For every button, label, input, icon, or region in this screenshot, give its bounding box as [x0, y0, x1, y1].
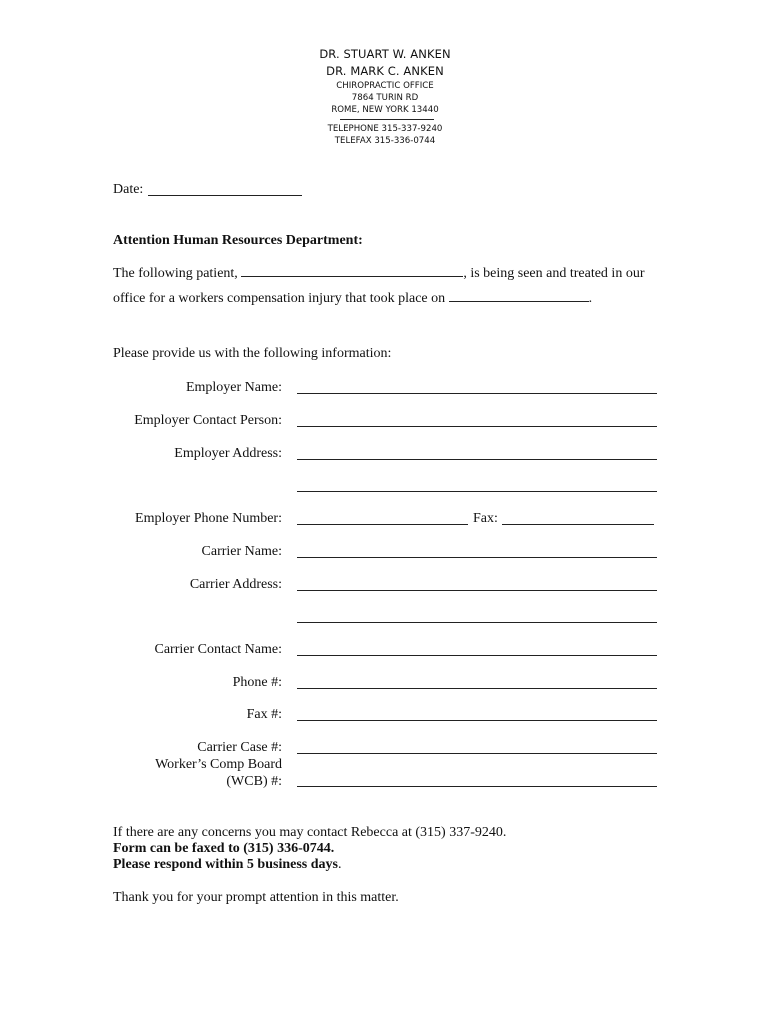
carrier-contact-field[interactable]	[297, 655, 657, 656]
respond-deadline: Please respond within 5 business days	[113, 857, 338, 872]
intro-text-injury: office for a workers compensation injury that took place on	[113, 291, 446, 306]
date-label: Date:	[113, 182, 144, 197]
attention-heading: Attention Human Resources Department:	[113, 233, 363, 248]
employer-address-field-2[interactable]	[297, 491, 657, 492]
date-field[interactable]	[148, 195, 302, 196]
carrier-name-label: Carrier Name:	[201, 544, 282, 559]
injury-date-field[interactable]	[449, 289, 589, 302]
thanks-text: Thank you for your prompt attention in this matter.	[113, 890, 399, 905]
office-street: 7864 TURIN RD	[351, 93, 419, 103]
carrier-address-field-2[interactable]	[297, 622, 657, 623]
employer-phone-label: Employer Phone Number:	[135, 511, 282, 526]
employer-name-field[interactable]	[297, 393, 657, 394]
carrier-case-label: Carrier Case #:	[197, 740, 282, 755]
office-name: CHIROPRACTIC OFFICE	[336, 81, 434, 91]
wcb-label-line-2: (WCB) #:	[226, 774, 282, 789]
intro-text-middle: , is being seen and treated in our	[463, 266, 645, 281]
carrier-address-field-1[interactable]	[297, 590, 657, 591]
office-telefax: TELEFAX 315-336-0744	[334, 136, 436, 146]
carrier-name-field[interactable]	[297, 557, 657, 558]
employer-name-label: Employer Name:	[185, 380, 282, 395]
employer-fax-field[interactable]	[502, 524, 654, 525]
carrier-fax-field[interactable]	[297, 720, 657, 721]
intro-text-period: .	[588, 291, 593, 306]
respond-note	[113, 857, 341, 873]
concerns-text: If there are any concerns you may contact Rebecca at (315) 337-9240.	[113, 825, 507, 840]
office-telephone: TELEPHONE 315-337-9240	[327, 124, 443, 134]
fax-note: Form can be faxed to (315) 336-0744.	[113, 841, 335, 856]
employer-address-field-1[interactable]	[297, 459, 657, 460]
employer-contact-label: Employer Contact Person:	[134, 413, 282, 428]
employer-fax-label: Fax:	[473, 511, 498, 526]
intro-line-2	[113, 289, 592, 307]
carrier-fax-label: Fax #:	[246, 707, 282, 722]
carrier-address-label: Carrier Address:	[189, 577, 282, 592]
request-text: Please provide us with the following information:	[113, 346, 392, 361]
carrier-phone-label: Phone #:	[232, 675, 282, 690]
carrier-contact-label: Carrier Contact Name:	[154, 642, 282, 657]
doctor-name-2: DR. MARK C. ANKEN	[326, 64, 444, 78]
letterhead-divider	[340, 119, 434, 120]
employer-phone-field[interactable]	[297, 524, 468, 525]
patient-name-field[interactable]	[241, 264, 463, 277]
respond-period: .	[337, 857, 342, 872]
wcb-number-field[interactable]	[297, 786, 657, 787]
intro-text-start: The following patient,	[113, 266, 238, 281]
doctor-name-1: DR. STUART W. ANKEN	[319, 47, 451, 61]
office-city: ROME, NEW YORK 13440	[331, 105, 439, 115]
employer-contact-field[interactable]	[297, 426, 657, 427]
intro-line-1	[113, 264, 644, 282]
carrier-phone-field[interactable]	[297, 688, 657, 689]
employer-address-label: Employer Address:	[174, 446, 282, 461]
carrier-case-field[interactable]	[297, 753, 657, 754]
wcb-label-line-1: Worker’s Comp Board	[155, 757, 282, 772]
